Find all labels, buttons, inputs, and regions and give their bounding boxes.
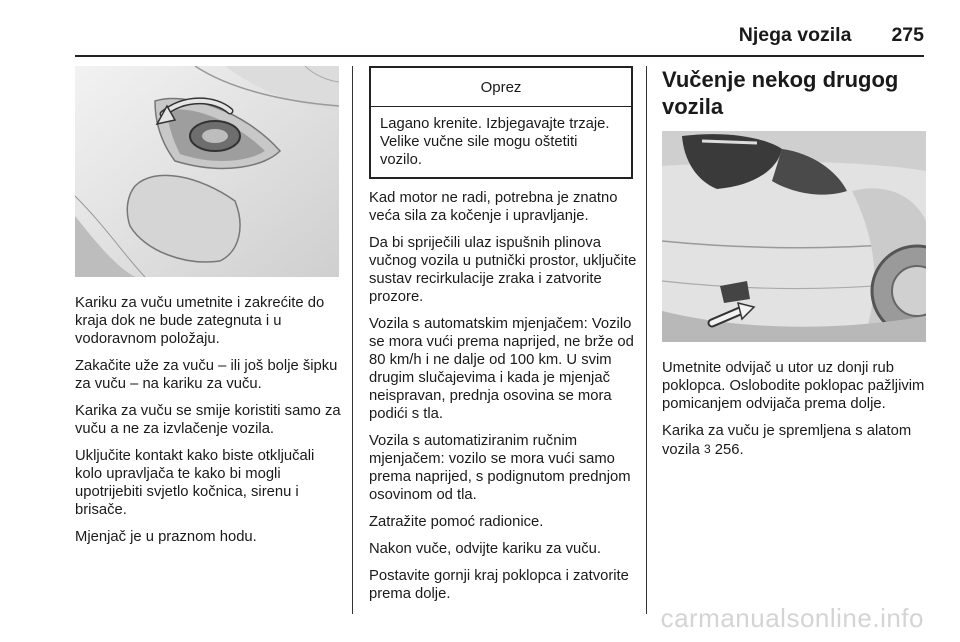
paragraph: Kad motor ne radi, potrebna je znatno veća sila za kočenje i upravljanje. xyxy=(369,190,618,224)
tow-eye-image xyxy=(75,66,339,277)
middle-column xyxy=(369,66,639,612)
paragraph: Vozila s automatskim mjenjačem: Vozilo se mora vući prema naprijed, ne brže od 80 km/h i ne dalje od 100 km. U svim drugim slučajevima i kada je mjenjač neispravan, prednja osovina se mora podići s tla. xyxy=(369,316,634,422)
section-title: Njega vozila xyxy=(738,24,852,46)
cross-reference-arrow-icon: 3 xyxy=(703,442,711,456)
page-number: 275 xyxy=(891,24,924,46)
column-divider-1 xyxy=(352,66,353,614)
right-column xyxy=(662,66,926,468)
xref-text: Karika za vuču je spremljena s alatom vozila xyxy=(662,423,912,458)
paragraph: Postavite gornji kraj poklopca i zatvorite prema dolje. xyxy=(369,568,629,602)
paragraph: Vozila s automatiziranim ručnim mjenjačem: vozilo se mora vući samo prema naprijed, s podignutom prednjom osovinom od tla. xyxy=(369,433,631,503)
caution-box xyxy=(369,66,633,179)
rear-bumper-image xyxy=(662,131,926,342)
paragraph: Umetnite odvijač u utor uz donji rub poklopca. Oslobodite poklopac pažljivim pomicanjem odvijača prema dolje. xyxy=(662,360,925,412)
paragraph: Zakačite uže za vuču – ili još bolje šipku za vuču – na kariku za vuču. xyxy=(75,358,338,392)
rear-bumper-illustration xyxy=(662,131,926,342)
tow-eye-illustration xyxy=(75,66,339,277)
paragraph-xref xyxy=(662,422,926,459)
paragraph: Nakon vuče, odvijte kariku za vuču. xyxy=(369,541,601,557)
header-rule xyxy=(75,55,924,57)
paragraph: Karika za vuču se smije koristiti samo za vuču a ne za izvlačenje vozila. xyxy=(75,403,341,437)
watermark: carmanualsonline.info xyxy=(660,603,924,633)
section-heading: Vučenje nekog drugog vozila xyxy=(662,67,899,119)
page-header xyxy=(0,24,924,47)
caution-text: Lagano krenite. Izbjegavajte trzaje. Velike vučne sile mogu oštetiti vozilo. xyxy=(380,116,610,168)
left-column xyxy=(75,66,343,555)
paragraph: Uključite kontakt kako biste otključali kolo upravljača te kako bi mogli upotrijebiti svjetlo kočnica, sirenu i brisače. xyxy=(75,448,315,518)
caution-title: Oprez xyxy=(371,68,631,107)
paragraph: Kariku za vuču umetnite i zakrećite do kraja dok ne bude zategnuta i u vodoravnom položaju. xyxy=(75,295,325,347)
paragraph: Zatražite pomoć radionice. xyxy=(369,514,544,530)
paragraph: Da bi spriječili ulaz ispušnih plinova vučnog vozila u putnički prostor, uključite sustav recirkulacije zraka i zatvorite prozore. xyxy=(369,235,637,305)
paragraph: Mjenjač je u praznom hodu. xyxy=(75,529,257,545)
xref-page-link[interactable]: 256. xyxy=(714,442,744,458)
column-divider-2 xyxy=(646,66,647,614)
